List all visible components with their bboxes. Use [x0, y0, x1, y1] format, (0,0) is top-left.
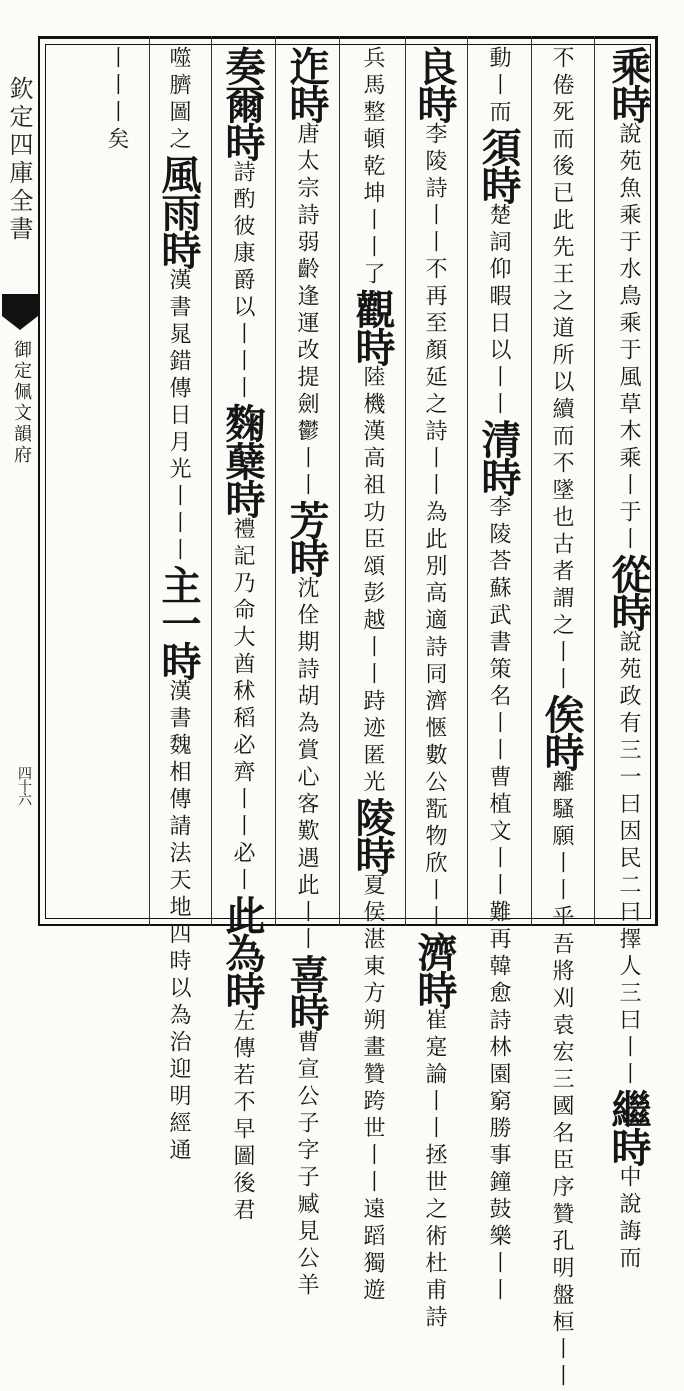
entry-text: 左傳若不早圖後君 [230, 1009, 255, 1225]
entry-text: 夏侯湛東方朔畫贊跨世丨丨遠蹈獨遊 [360, 873, 385, 1305]
entry-headword: 繼時 [605, 1089, 652, 1165]
fishtail-mark [2, 294, 38, 316]
entry-headword: 此為時 [219, 895, 266, 1009]
column-rule [339, 36, 340, 926]
column-rule [275, 36, 276, 926]
entry-headword: 主一時 [155, 565, 202, 679]
entry-headword: 麴蘖時 [219, 403, 266, 517]
column-rule [467, 36, 468, 926]
entry-text: 李陵荅蘇武書策名丨丨曹植文丨丨難再韓愈詩林園窮勝事鐘鼓樂丨丨 [486, 495, 511, 1305]
entry-text: 兵馬整頓乾坤丨丨了 [360, 46, 385, 289]
entry-headword: 觀時 [349, 289, 396, 365]
entry-headword: 陵時 [349, 797, 396, 873]
entry-headword: 奏爾時 [219, 46, 266, 160]
entry-text: 中說誨而 [616, 1165, 641, 1273]
text-column [152, 46, 206, 1165]
entry-headword: 濟時 [411, 932, 458, 1008]
text-column [602, 46, 656, 1273]
entry-text: 漢書晁錯傳日月光丨丨丨 [166, 268, 191, 565]
entry-headword: 風雨時 [155, 154, 202, 268]
collection-title: 欽定四庫全書 [5, 76, 33, 244]
entry-text: 楚詞仰暇日以丨丨 [486, 203, 511, 419]
column-rule [531, 36, 532, 926]
entry-text: 噬臍圖之 [166, 46, 191, 154]
entry-text: 離騷願丨丨乎吾將刈袁宏三國名臣序贊孔明盤桓丨丨 [549, 770, 574, 1391]
entry-text: 唐太宗詩弱齡逢運改提劍鬱丨丨 [294, 122, 319, 500]
text-column [472, 46, 526, 1305]
column-rule [405, 36, 406, 926]
entry-text: 說苑政有三一曰因民二曰擇人三曰丨丨 [616, 630, 641, 1089]
entry-text: 曹宣公子字子臧見公羊 [294, 1030, 319, 1300]
entry-text: 陸機漢高祖功臣頌彭越丨丨跱迹匿光 [360, 365, 385, 797]
entry-text: 詩酌彼康爵以丨丨丨 [230, 160, 255, 403]
entry-headword: 從時 [605, 554, 652, 630]
entry-headword: 清時 [475, 419, 522, 495]
text-column [535, 46, 589, 1391]
entry-headword: 良時 [411, 46, 458, 122]
entry-text: 李陵詩丨丨不再至顏延之詩丨丨為此別高適詩同濟愜數公翫物欣丨丨 [422, 122, 447, 932]
entry-text: 禮記乃命大酋秫稻必齊丨丨必丨 [230, 517, 255, 895]
margin-strip [0, 36, 38, 926]
text-column [90, 46, 144, 918]
column-rule [594, 36, 595, 926]
entry-text: 崔寔論丨丨拯世之術杜甫詩 [422, 1008, 447, 1332]
text-column [346, 46, 400, 1305]
entry-headword: 乘時 [605, 46, 652, 122]
entry-headword: 喜時 [283, 954, 330, 1030]
entry-headword: 迮時 [283, 46, 330, 122]
entry-text: 不倦死而後已此先王之道所以續而不墜也古者謂之丨丨 [549, 46, 574, 694]
page-number: 四十六 [16, 766, 32, 805]
entry-headword: 俟時 [538, 694, 585, 770]
entry-headword: 須時 [475, 127, 522, 203]
column-rule [149, 36, 150, 926]
text-column [216, 46, 270, 1225]
text-column [408, 46, 462, 1332]
entry-headword: 芳時 [283, 500, 330, 576]
entry-text: 說苑魚乘于水鳥乘于風草木乘丨于丨 [616, 122, 641, 554]
entry-text: 丨丨丨矣 [104, 46, 129, 154]
entry-text: 漢書魏相傳請法天地四時以為治迎明經通 [166, 679, 191, 1165]
book-title: 御定佩文韻府 [11, 340, 32, 466]
column-rule [211, 36, 212, 926]
text-column [280, 46, 334, 1300]
entry-text: 沈佺期詩胡為賞心客歎遇此丨丨 [294, 576, 319, 954]
entry-text: 動丨而 [486, 46, 511, 127]
